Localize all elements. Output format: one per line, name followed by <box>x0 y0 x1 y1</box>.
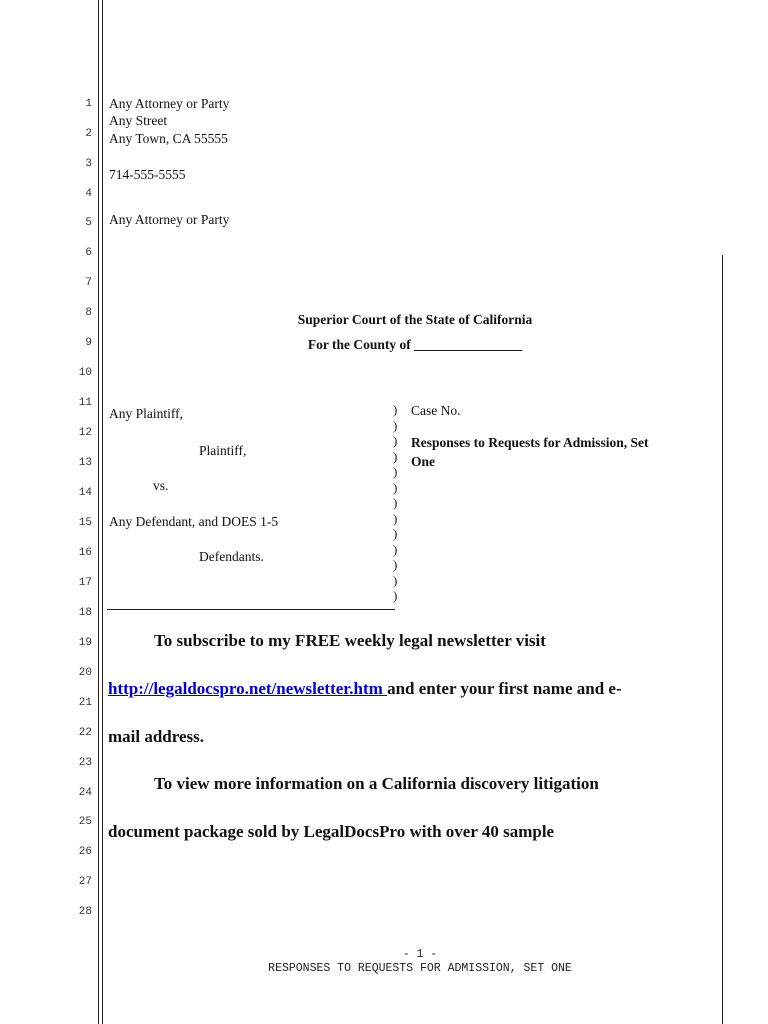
line-number: 12 <box>78 427 92 439</box>
line-number: 6 <box>85 247 92 259</box>
attorney-for-party: Any Attorney or Party <box>109 212 230 227</box>
attorney-phone: 714-555-5555 <box>109 167 186 182</box>
defendant-name: Any Defendant, and DOES 1-5 <box>109 514 279 529</box>
line-number: 16 <box>78 547 92 559</box>
line-number: 2 <box>85 128 92 140</box>
line-number: 17 <box>78 577 92 589</box>
left-margin-rule-inner <box>102 0 103 1024</box>
line-number: 15 <box>78 517 92 529</box>
line-number: 27 <box>78 876 92 888</box>
left-margin-rule-outer <box>98 0 99 1024</box>
line-number: 8 <box>85 307 92 319</box>
plaintiff-name: Any Plaintiff, <box>109 406 183 421</box>
line-number: 25 <box>78 816 92 828</box>
line-number: 9 <box>85 337 92 349</box>
defendant-role: Defendants. <box>199 549 264 564</box>
court-title: Superior Court of the State of California <box>297 312 533 327</box>
document-title-line1: Responses to Requests for Admission, Set <box>411 435 649 450</box>
line-number: 18 <box>78 607 92 619</box>
line-number: 3 <box>85 158 92 170</box>
caption-underline <box>107 609 395 610</box>
attorney-name: Any Attorney or Party <box>109 96 230 111</box>
body-paragraph-2-line-2: document package sold by LegalDocsPro with over 40 sample <box>108 822 555 841</box>
document-title-line2: One <box>411 454 436 469</box>
line-number: 5 <box>85 217 92 229</box>
case-number-label: Case No. <box>411 403 461 418</box>
versus: vs. <box>153 478 169 493</box>
newsletter-link[interactable]: http://legaldocspro.net/newsletter.htm <box>108 679 388 698</box>
line-number: 10 <box>78 367 92 379</box>
footer-title: RESPONSES TO REQUESTS FOR ADMISSION, SET ONE <box>268 962 572 975</box>
body-paragraph-1-line-3: mail address. <box>108 727 205 746</box>
line-number: 28 <box>78 906 92 918</box>
page-number: - 1 - <box>402 948 438 961</box>
line-number: 4 <box>85 188 92 200</box>
right-margin-rule <box>722 255 723 1024</box>
line-number: 26 <box>78 846 92 858</box>
attorney-city: Any Town, CA 55555 <box>109 131 228 146</box>
line-number: 24 <box>78 787 92 799</box>
attorney-street: Any Street <box>109 113 168 128</box>
line-number: 14 <box>78 487 92 499</box>
line-number: 13 <box>78 457 92 469</box>
line-number: 22 <box>78 727 92 739</box>
body-paragraph-2-line-1: To view more information on a California discovery litigation <box>154 774 599 793</box>
line-number: 19 <box>78 637 92 649</box>
body-link-trailing-text: and enter your first name and e- <box>387 679 622 698</box>
body-paragraph-1-line-2 <box>108 678 622 700</box>
line-number: 23 <box>78 757 92 769</box>
line-number: 21 <box>78 697 92 709</box>
line-number: 20 <box>78 667 92 679</box>
line-number: 11 <box>78 397 92 409</box>
body-paragraph-1-line-1: To subscribe to my FREE weekly legal newsletter visit <box>154 631 546 650</box>
line-number: 7 <box>85 277 92 289</box>
court-county: For the County of ________________ <box>307 337 523 352</box>
line-number: 1 <box>85 98 92 110</box>
caption-brace: ) ) ) ) ) ) ) ) ) ) ) ) ) <box>393 402 398 603</box>
plaintiff-role: Plaintiff, <box>199 443 247 458</box>
